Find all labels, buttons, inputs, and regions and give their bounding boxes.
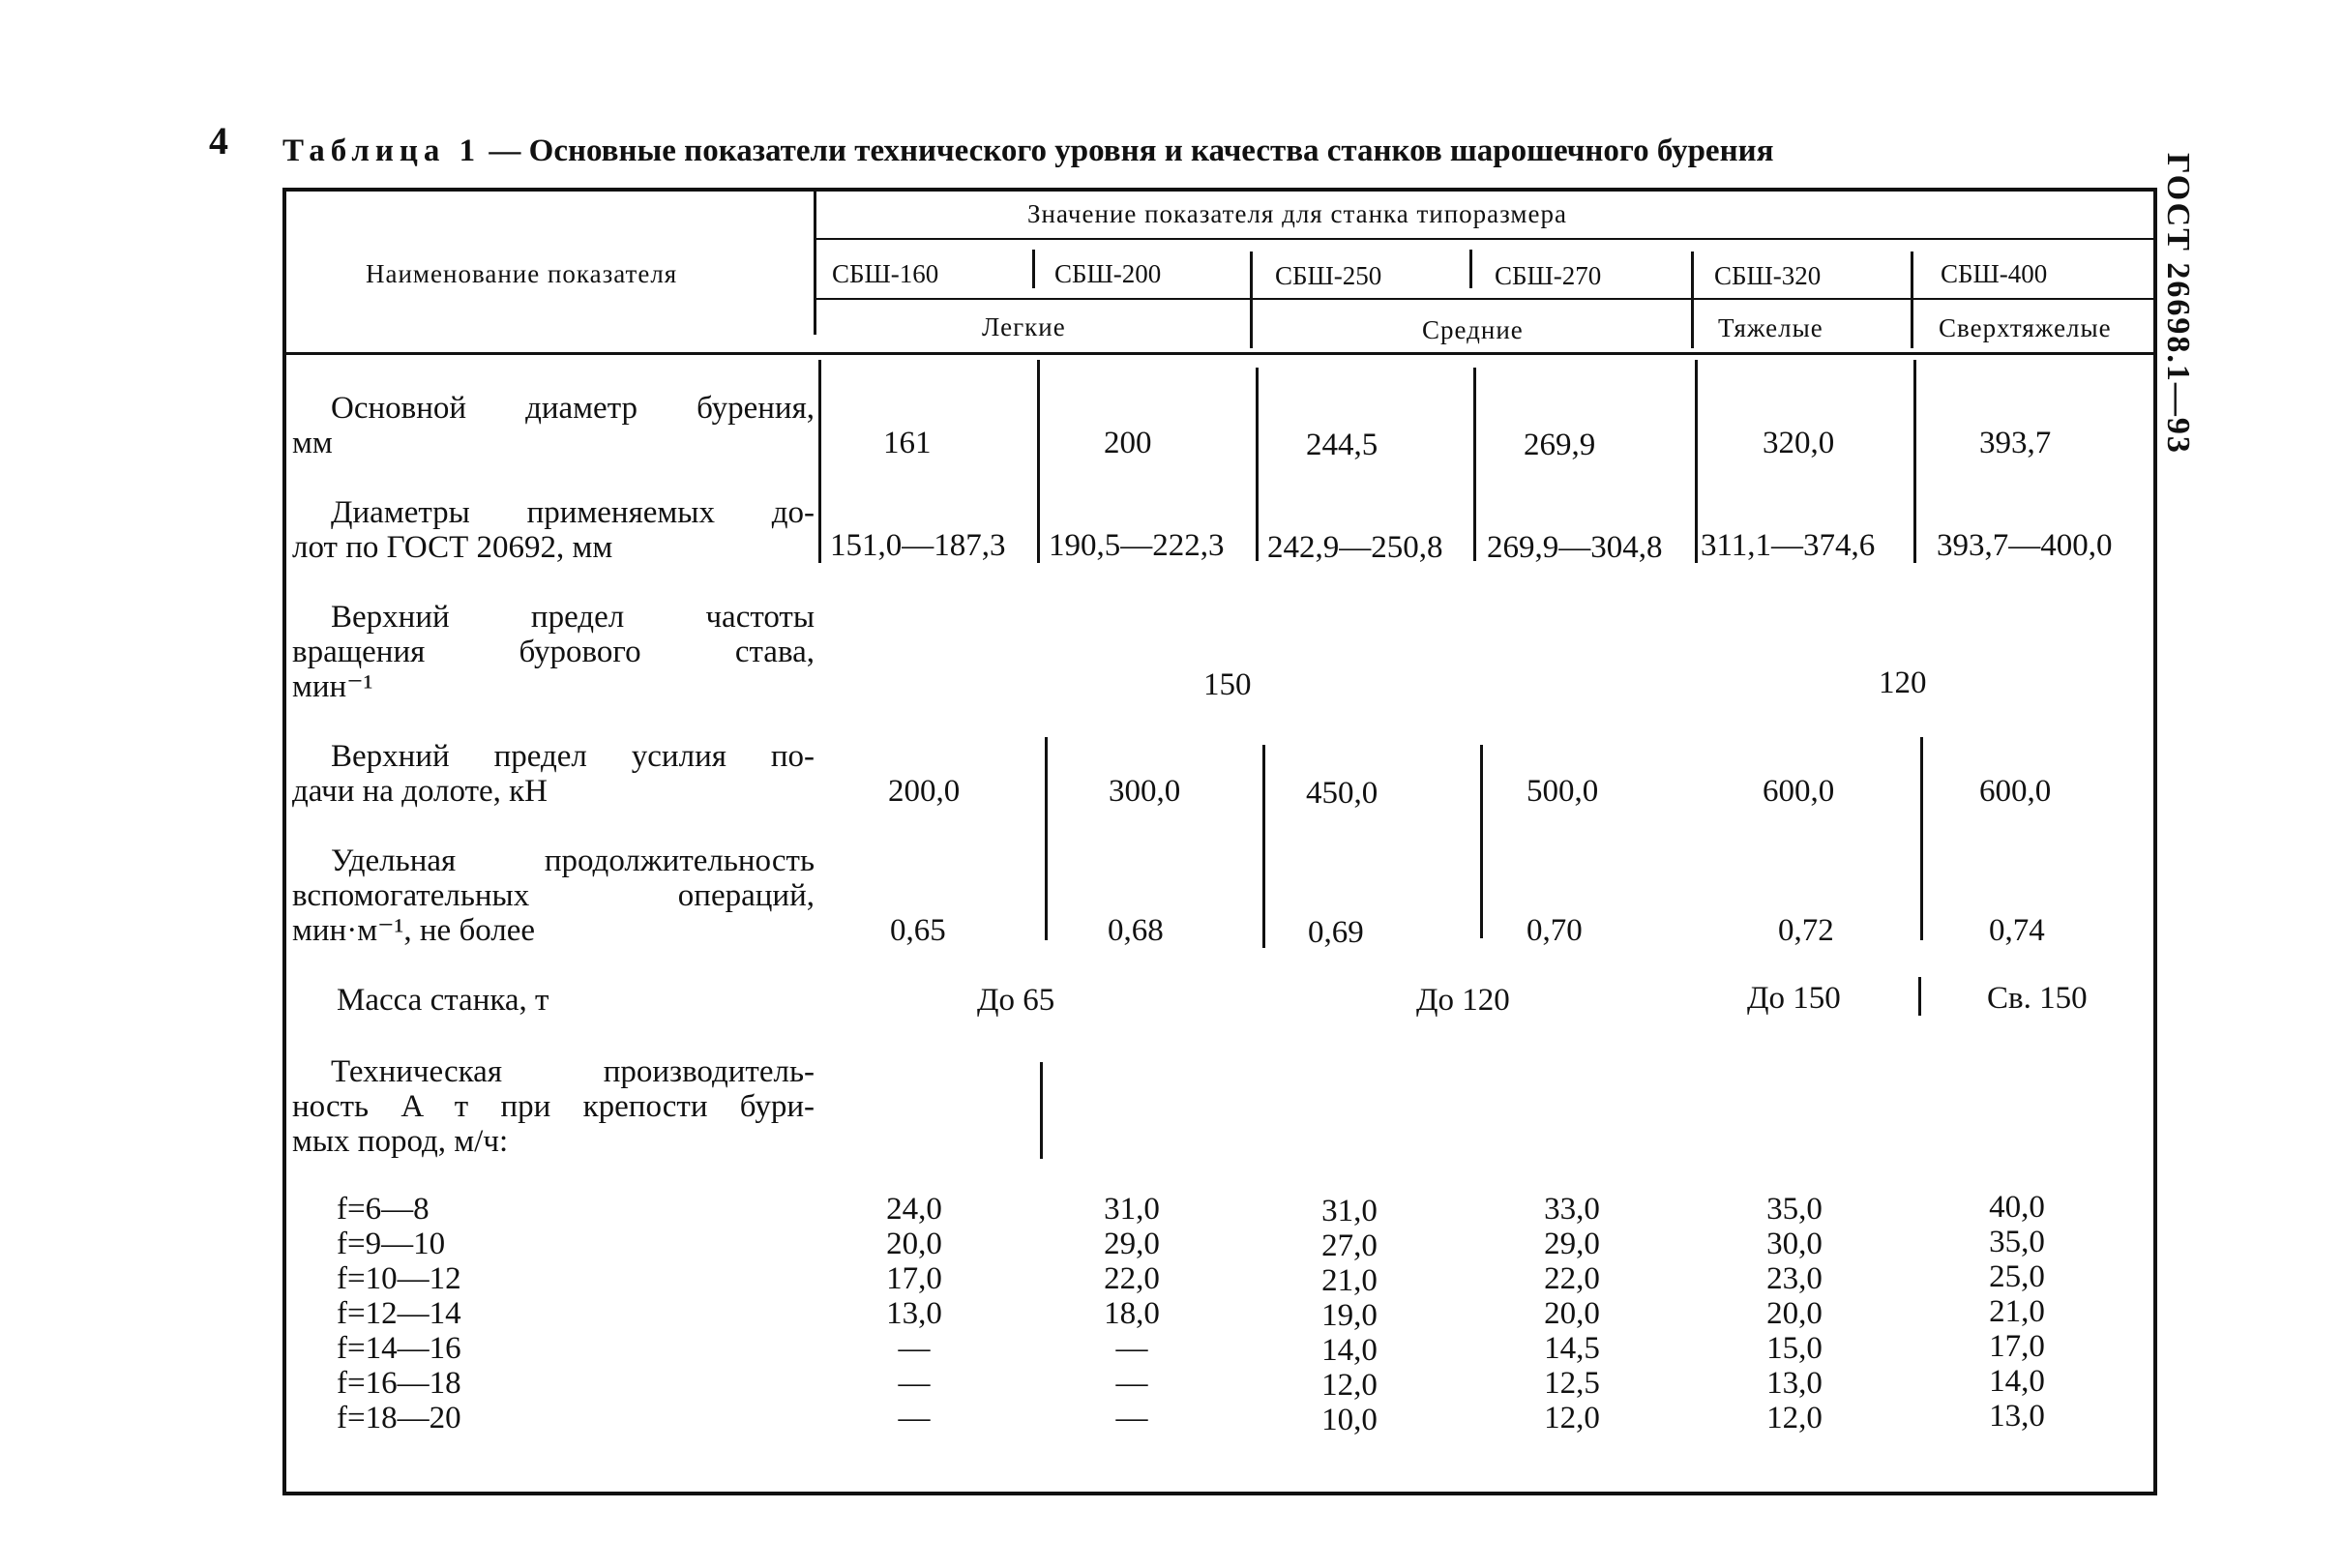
cell-bits-5: 311,1—374,6 (1701, 528, 1876, 563)
body-col-line-6 (1045, 737, 1048, 940)
header-class-1: Легкие (982, 312, 1066, 341)
productivity-value: 30,0 (1766, 1227, 1823, 1261)
productivity-value: 35,0 (1989, 1225, 2045, 1259)
productivity-value: 12,5 (1544, 1366, 1600, 1401)
cell-bits-3: 242,9—250,8 (1267, 530, 1443, 565)
row-label-rotation (292, 600, 815, 704)
header-model-4: СБШ-270 (1495, 261, 1602, 290)
productivity-col-1 (871, 1192, 958, 1435)
f-label: f=16—18 (337, 1366, 461, 1401)
value-group-rule (814, 238, 2157, 240)
body-col-line-3 (1473, 368, 1476, 561)
productivity-col-2 (1088, 1192, 1175, 1435)
header-model-2: СБШ-200 (1054, 259, 1162, 288)
row-label-diameter-line1: Основной диаметр бурения, (331, 391, 815, 426)
table-title (282, 133, 1773, 169)
f-label: f=10—12 (337, 1261, 461, 1296)
cell-aux-4: 0,70 (1527, 913, 1583, 948)
productivity-value: 21,0 (1321, 1263, 1378, 1298)
productivity-value: 40,0 (1989, 1190, 2045, 1225)
productivity-col-5 (1751, 1192, 1838, 1435)
table-right-border (2153, 190, 2157, 1495)
body-col-line-8 (1480, 745, 1483, 938)
productivity-value: 21,0 (1989, 1294, 2045, 1329)
productivity-value: 15,0 (1766, 1331, 1823, 1366)
cell-feed-2: 300,0 (1109, 774, 1181, 809)
productivity-value: 10,0 (1321, 1403, 1378, 1437)
cell-diameter-2: 200 (1104, 426, 1152, 460)
productivity-value: 13,0 (1766, 1366, 1823, 1401)
cell-diameter-3: 244,5 (1306, 428, 1379, 462)
row-label-feed (292, 739, 815, 809)
productivity-value: 19,0 (1321, 1298, 1378, 1333)
productivity-value: — (1115, 1401, 1148, 1435)
productivity-value: 33,0 (1544, 1192, 1600, 1227)
cell-bits-1: 151,0—187,3 (830, 528, 1006, 563)
f-label: f=14—16 (337, 1331, 461, 1366)
table-left-border (282, 190, 286, 1495)
class-divider-3 (1911, 251, 1913, 348)
cell-bits-4: 269,9—304,8 (1487, 530, 1663, 565)
table-bottom-rule (282, 1492, 2157, 1495)
productivity-value: — (1115, 1331, 1148, 1366)
header-model-1: СБШ-160 (832, 259, 939, 288)
cell-rotation-right: 120 (1879, 666, 1927, 700)
page-number: 4 (209, 119, 228, 163)
cell-diameter-4: 269,9 (1524, 428, 1596, 462)
header-bottom-rule (282, 352, 2157, 355)
cell-feed-1: 200,0 (888, 774, 961, 809)
productivity-value: 14,5 (1544, 1331, 1600, 1366)
productivity-value: 25,0 (1989, 1259, 2045, 1294)
header-class-4: Сверхтяжелые (1939, 313, 2112, 342)
productivity-value: 20,0 (1766, 1296, 1823, 1331)
cell-feed-6: 600,0 (1979, 774, 2052, 809)
row-label-aux-line3: мин·м⁻¹, не более (292, 913, 536, 948)
productivity-value: 27,0 (1321, 1228, 1378, 1263)
cell-rotation-left: 150 (1203, 667, 1252, 702)
header-model-6: СБШ-400 (1941, 259, 2048, 288)
body-col-line-10 (1040, 1062, 1043, 1159)
productivity-value: — (898, 1401, 931, 1435)
productivity-value: 31,0 (1104, 1192, 1160, 1227)
cell-diameter-1: 161 (883, 426, 932, 460)
cell-feed-5: 600,0 (1763, 774, 1835, 809)
f-label: f=18—20 (337, 1401, 461, 1435)
row-label-productivity-line3: мых пород, м/ч: (292, 1124, 509, 1159)
row-label-aux (292, 843, 815, 948)
header-class-2: Средние (1422, 315, 1524, 344)
f-label: f=6—8 (337, 1192, 430, 1227)
f-label: f=9—10 (337, 1227, 446, 1261)
productivity-col-6 (1973, 1190, 2060, 1434)
cell-aux-1: 0,65 (890, 913, 946, 948)
productivity-value: 35,0 (1766, 1192, 1823, 1227)
productivity-value: 29,0 (1544, 1227, 1600, 1261)
productivity-value: 20,0 (1544, 1296, 1600, 1331)
cell-aux-5: 0,72 (1778, 913, 1834, 948)
productivity-value: 24,0 (886, 1192, 942, 1227)
productivity-value: — (898, 1331, 931, 1366)
table-title-dash: — (489, 133, 521, 168)
body-col-line-11 (1918, 977, 1921, 1016)
productivity-value: 12,0 (1321, 1368, 1378, 1403)
cell-mass-2: До 120 (1416, 983, 1510, 1018)
body-col-line-4 (1695, 360, 1698, 563)
cell-bits-2: 190,5—222,3 (1049, 528, 1225, 563)
cell-diameter-5: 320,0 (1763, 426, 1835, 460)
row-label-feed-line2: дачи на долоте, кН (292, 774, 548, 809)
cell-feed-3: 450,0 (1306, 776, 1379, 811)
row-label-aux-line2: вспомогательных операций, (292, 878, 815, 913)
row-label-productivity-line1: Техническая производитель- (331, 1054, 815, 1089)
productivity-value: 13,0 (1989, 1399, 2045, 1434)
header-model-3: СБШ-250 (1275, 261, 1382, 290)
body-col-line-5 (1913, 360, 1916, 563)
productivity-value: 14,0 (1989, 1364, 2045, 1399)
row-label-feed-line1: Верхний предел усилия по- (331, 739, 815, 774)
row-label-rotation-line3: мин⁻¹ (292, 669, 373, 704)
body-col-line-1 (1037, 360, 1040, 563)
productivity-value: — (1115, 1366, 1148, 1401)
productivity-value: 23,0 (1766, 1261, 1823, 1296)
model-divider-2 (1469, 250, 1472, 288)
productivity-value: — (898, 1366, 931, 1401)
model-divider-1 (1032, 250, 1035, 288)
gost-side-code: ГОСТ 26698.1—93 (2160, 153, 2196, 455)
row-label-productivity (292, 1054, 815, 1159)
productivity-value: 31,0 (1321, 1194, 1378, 1228)
productivity-value: 17,0 (886, 1261, 942, 1296)
header-name-col: Наименование показателя (366, 259, 678, 288)
header-class-3: Тяжелые (1718, 313, 1823, 342)
productivity-value: 13,0 (886, 1296, 942, 1331)
row-label-rotation-line2: вращения бурового става, (292, 635, 815, 669)
cell-mass-4: Св. 150 (1987, 981, 2088, 1016)
cell-diameter-6: 393,7 (1979, 426, 2052, 460)
cell-aux-3: 0,69 (1308, 915, 1364, 950)
f-label: f=12—14 (337, 1296, 461, 1331)
cell-feed-4: 500,0 (1527, 774, 1599, 809)
productivity-value: 29,0 (1104, 1227, 1160, 1261)
row-label-rotation-line1: Верхний предел частоты (331, 600, 815, 635)
body-col-line-9 (1920, 737, 1923, 940)
productivity-value: 12,0 (1544, 1401, 1600, 1435)
cell-aux-6: 0,74 (1989, 913, 2045, 948)
row-label-productivity-line2: ность A т при крепости бури- (292, 1089, 815, 1124)
body-col-line-7 (1262, 745, 1265, 948)
productivity-col-3 (1306, 1194, 1393, 1437)
body-col-line-0 (818, 360, 821, 563)
row-label-bits (292, 495, 815, 565)
productivity-value: 22,0 (1544, 1261, 1600, 1296)
row-label-diameter-line2: мм (292, 426, 333, 460)
class-divider-1 (1250, 251, 1253, 348)
header-value-group: Значение показателя для станка типоразмера (1027, 199, 1567, 228)
productivity-value: 22,0 (1104, 1261, 1160, 1296)
table-title-text: Основные показатели технического уровня и качества станков шарошечного бурения (528, 133, 1774, 168)
row-label-bits-line2: лот по ГОСТ 20692, мм (292, 530, 613, 565)
cell-mass-1: До 65 (977, 983, 1055, 1018)
class-divider-2 (1691, 251, 1694, 348)
productivity-col-4 (1528, 1192, 1616, 1435)
productivity-value: 17,0 (1989, 1329, 2045, 1364)
name-col-divider (814, 190, 816, 335)
row-label-diameter (292, 391, 815, 460)
row-label-mass: Масса станка, т (337, 983, 549, 1018)
row-label-aux-line1: Удельная продолжительность (331, 843, 815, 878)
table-title-prefix: Таблица 1 (282, 133, 482, 168)
row-label-bits-line1: Диаметры применяемых до- (331, 495, 815, 530)
productivity-value: 12,0 (1766, 1401, 1823, 1435)
productivity-value: 20,0 (886, 1227, 942, 1261)
cell-mass-3: До 150 (1747, 981, 1841, 1016)
cell-aux-2: 0,68 (1108, 913, 1164, 948)
header-model-5: СБШ-320 (1714, 261, 1822, 290)
models-rule (814, 298, 2157, 300)
body-col-line-2 (1256, 368, 1259, 561)
cell-bits-6: 393,7—400,0 (1937, 528, 2113, 563)
table-top-rule (282, 188, 2157, 192)
productivity-value: 14,0 (1321, 1333, 1378, 1368)
f-label-list (337, 1192, 461, 1435)
productivity-value: 18,0 (1104, 1296, 1160, 1331)
